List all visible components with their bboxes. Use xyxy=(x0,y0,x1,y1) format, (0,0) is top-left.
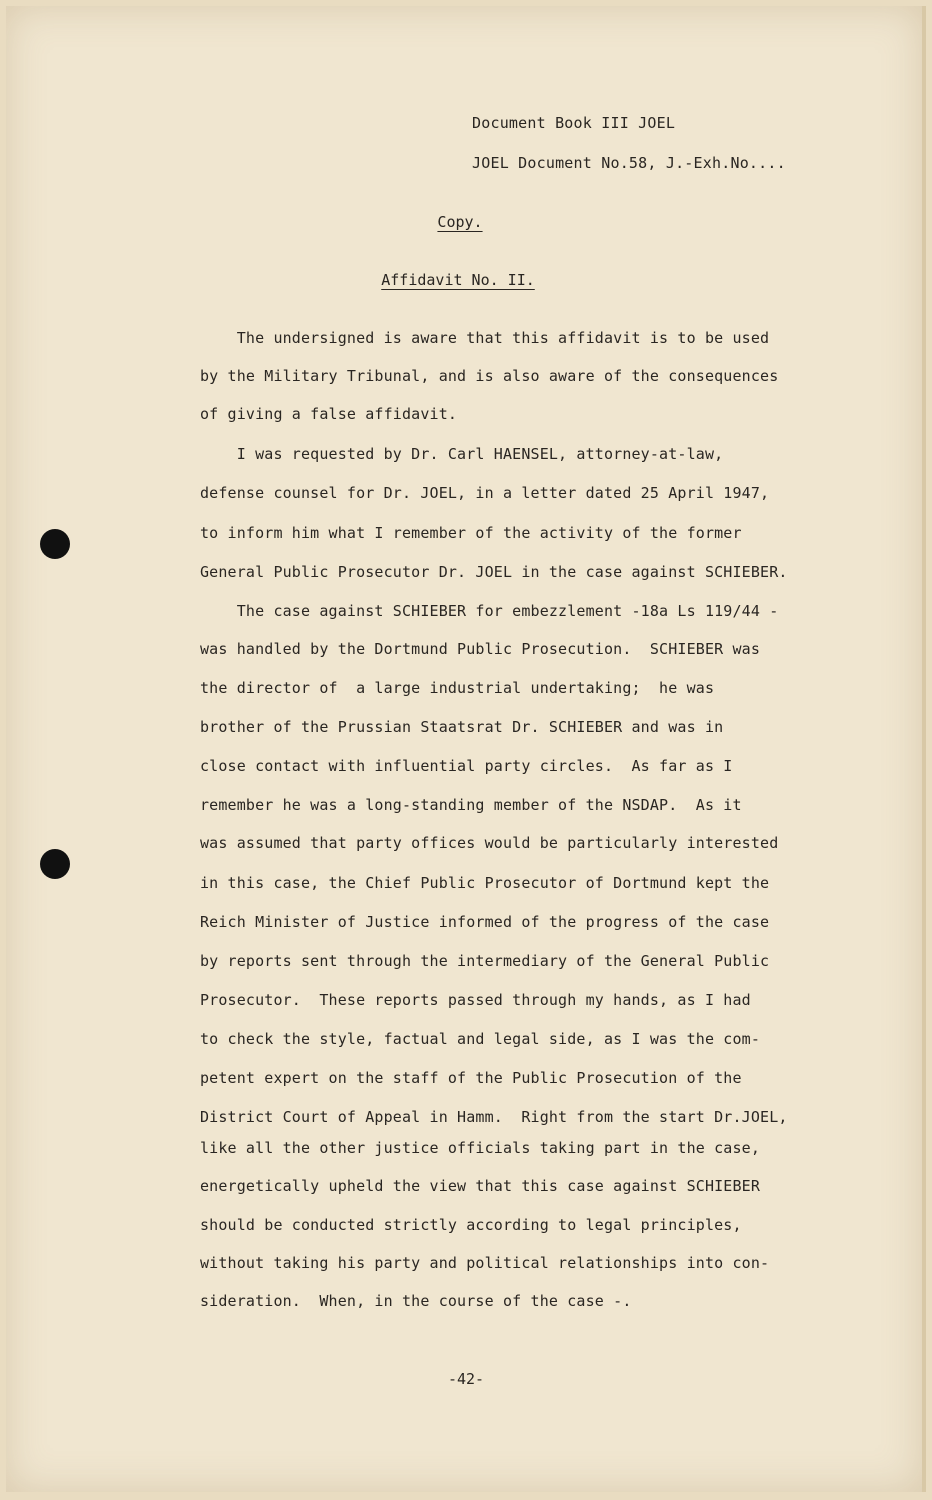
body-line: the director of a large industrial undertaking; he was xyxy=(200,679,715,697)
copy-label: Copy. xyxy=(437,213,483,231)
body-line: in this case, the Chief Public Prosecutor of Dortmund kept the xyxy=(200,874,770,892)
body-line: General Public Prosecutor Dr. JOEL in the case against SCHIEBER. xyxy=(200,563,788,581)
body-line: I was requested by Dr. Carl HAENSEL, attorney-at-law, xyxy=(200,445,724,463)
body-line: petent expert on the staff of the Public Prosecution of the xyxy=(200,1069,742,1087)
body-line: energetically upheld the view that this case against SCHIEBER xyxy=(200,1177,761,1195)
body-line: like all the other justice officials taking part in the case, xyxy=(200,1139,761,1157)
body-line: to check the style, factual and legal side, as I was the com- xyxy=(200,1030,761,1048)
body-line: by reports sent through the intermediary of the General Public xyxy=(200,952,770,970)
body-line: should be conducted strictly according to legal principles, xyxy=(200,1216,742,1234)
body-line: was assumed that party offices would be particularly interested xyxy=(200,834,779,852)
body-line: Reich Minister of Justice informed of the progress of the case xyxy=(200,913,770,931)
body-line: of giving a false affidavit. xyxy=(200,405,458,423)
body-line: defense counsel for Dr. JOEL, in a letter dated 25 April 1947, xyxy=(200,484,770,502)
body-line: Prosecutor. These reports passed through my hands, as I had xyxy=(200,991,751,1009)
body-line: was handled by the Dortmund Public Prosecution. SCHIEBER was xyxy=(200,640,761,658)
body-line: sideration. When, in the course of the case -. xyxy=(200,1292,632,1310)
body-line: brother of the Prussian Staatsrat Dr. SCHIEBER and was in xyxy=(200,718,724,736)
punch-hole xyxy=(40,849,70,879)
document-number-heading: JOEL Document No.58, J.-Exh.No.... xyxy=(472,154,786,172)
body-line: District Court of Appeal in Hamm. Right from the start Dr.JOEL, xyxy=(200,1108,788,1126)
body-line: to inform him what I remember of the activity of the former xyxy=(200,524,742,542)
document-book-heading: Document Book III JOEL xyxy=(472,114,676,132)
body-line: remember he was a long-standing member of the NSDAP. As it xyxy=(200,796,742,814)
punch-hole xyxy=(40,529,70,559)
body-line: close contact with influential party circles. As far as I xyxy=(200,757,733,775)
body-line: without taking his party and political relationships into con- xyxy=(200,1254,770,1272)
page-number: -42- xyxy=(447,1370,485,1388)
body-line: by the Military Tribunal, and is also aware of the consequences xyxy=(200,367,779,385)
body-line: The undersigned is aware that this affidavit is to be used xyxy=(200,329,770,347)
body-line: The case against SCHIEBER for embezzlement -18a Ls 119/44 - xyxy=(200,602,779,620)
affidavit-title: Affidavit No. II. xyxy=(381,271,535,289)
